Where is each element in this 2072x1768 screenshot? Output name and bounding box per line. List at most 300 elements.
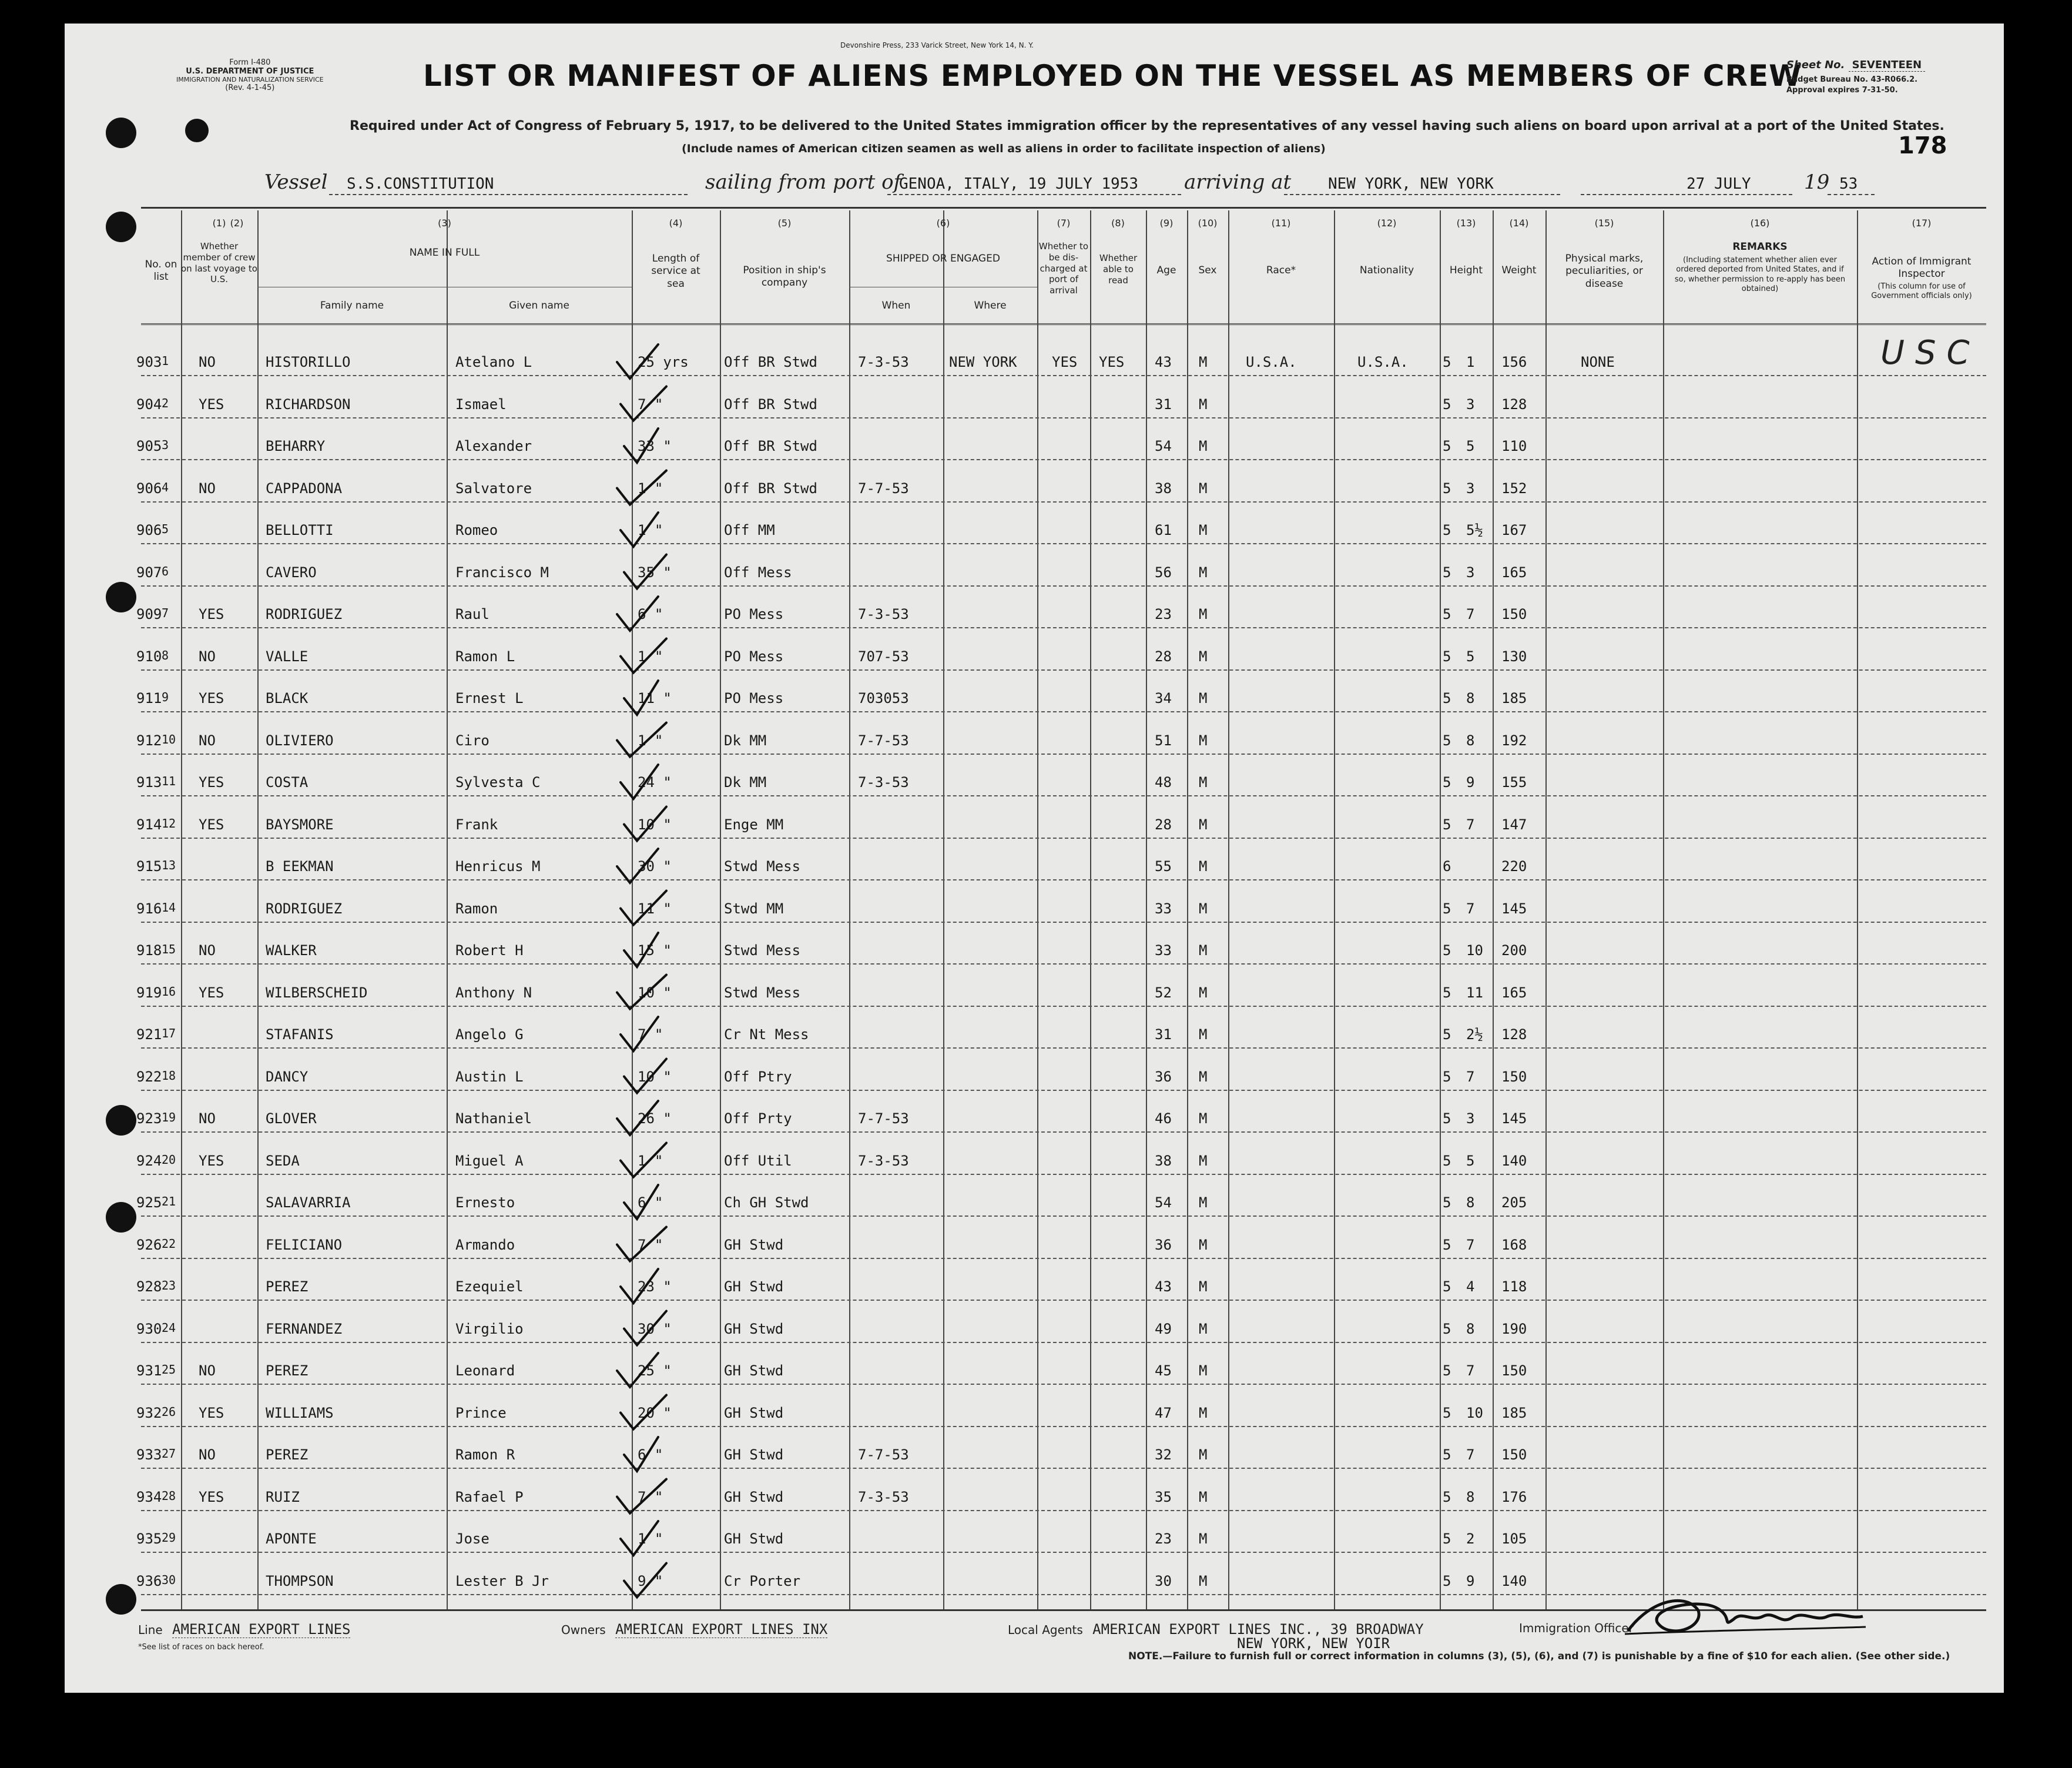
weight: 185 xyxy=(1501,690,1527,706)
sheet-number: Sheet No. SEVENTEEN xyxy=(1786,59,1925,71)
service-length: 30 " xyxy=(638,1320,672,1337)
row-number: 931 xyxy=(136,1362,162,1379)
height-feet: 5 xyxy=(1443,816,1451,833)
arrival-date: 27 JULY xyxy=(1687,175,1751,193)
age: 54 xyxy=(1155,1194,1172,1211)
page-title: LIST OR MANIFEST OF ALIENS EMPLOYED ON THE VESSEL AS MEMBERS OF CREW xyxy=(423,59,1802,93)
weight: 128 xyxy=(1501,396,1527,413)
height-inches: 7 xyxy=(1466,816,1475,833)
position: Off Ptry xyxy=(724,1068,792,1085)
position: GH Stwd xyxy=(724,1236,784,1253)
family-name: SEDA xyxy=(266,1152,300,1169)
check-mark xyxy=(621,1395,666,1429)
shipped-when: 7-3-53 xyxy=(858,1488,909,1505)
crew-status: YES xyxy=(199,816,224,833)
crew-status: NO xyxy=(199,732,216,749)
check-mark xyxy=(621,765,658,799)
line-number: 30 xyxy=(162,1572,176,1587)
col-number: (7) xyxy=(1057,217,1071,229)
given-name: Armando xyxy=(455,1236,515,1253)
height-feet: 5 xyxy=(1443,1278,1451,1295)
service-length: 25 yrs xyxy=(638,354,689,370)
header-age: Age xyxy=(1156,264,1176,276)
given-name: Ernest L xyxy=(455,690,524,706)
footer-agents-city: NEW YORK, NEW YOIR xyxy=(1237,1635,1390,1652)
position: GH Stwd xyxy=(724,1362,784,1379)
given-name: Ramon xyxy=(455,900,498,917)
weight: 205 xyxy=(1501,1194,1527,1211)
service-length: 7 " xyxy=(638,1488,663,1505)
col-number: (15) xyxy=(1594,217,1614,229)
row-number: 926 xyxy=(136,1236,162,1253)
position: GH Stwd xyxy=(724,1320,784,1337)
sex: M xyxy=(1199,1320,1208,1337)
check-mark xyxy=(621,387,666,421)
height-inches: 2 xyxy=(1466,1531,1475,1547)
height-inches: 5 xyxy=(1466,1152,1475,1169)
row-number: 925 xyxy=(136,1194,162,1211)
row-number: 932 xyxy=(136,1404,162,1421)
age: 61 xyxy=(1155,522,1172,538)
family-name: BLACK xyxy=(266,690,309,706)
height-feet: 5 xyxy=(1443,1152,1451,1169)
notice: Required under Act of Congress of February 5, 1917, to be delivered to the United States immigration officer by the representatives of any vessel having such aliens on board upon arrival at a port of the United States. xyxy=(350,119,1944,133)
row-number: 922 xyxy=(136,1068,162,1085)
age: 34 xyxy=(1155,690,1172,706)
age: 31 xyxy=(1155,1026,1172,1043)
line-number: 21 xyxy=(162,1194,176,1208)
manifest-sheet xyxy=(65,24,2004,1693)
line-number: 28 xyxy=(162,1488,176,1503)
given-name: Atelano L xyxy=(455,354,532,370)
service-length: 20 " xyxy=(638,1404,672,1421)
col-number: (6) xyxy=(936,217,950,229)
page-number: 178 xyxy=(1898,132,1947,159)
check-mark xyxy=(621,513,658,547)
check-mark xyxy=(617,1227,666,1261)
family-name: PEREZ xyxy=(266,1362,309,1379)
shipped-when: 7-7-53 xyxy=(858,480,909,497)
sex: M xyxy=(1199,1236,1208,1253)
line-number: 20 xyxy=(162,1152,176,1167)
sex: M xyxy=(1199,1404,1208,1421)
age: 51 xyxy=(1155,732,1172,749)
check-mark xyxy=(621,1521,658,1555)
weight: 110 xyxy=(1501,438,1527,454)
check-mark xyxy=(624,1059,666,1093)
service-length: 7 " xyxy=(638,1236,663,1253)
height-feet: 5 xyxy=(1443,564,1451,581)
position: Enge MM xyxy=(724,816,784,833)
header-service: Length of service at sea xyxy=(651,253,700,290)
sex: M xyxy=(1199,438,1208,454)
given-name: Salvatore xyxy=(455,480,532,497)
height-inches: 4 xyxy=(1466,1278,1475,1295)
height-inches: 9 xyxy=(1466,774,1475,791)
col-number: (11) xyxy=(1271,217,1291,229)
crew-status: NO xyxy=(199,1446,216,1463)
height-inches: 7 xyxy=(1466,1068,1475,1085)
height-inches: 8 xyxy=(1466,732,1475,749)
header-discharged: Whether to be dis-charged at port of arrival xyxy=(1038,241,1089,296)
age: 28 xyxy=(1155,816,1172,833)
footer-owners: Owners AMERICAN EXPORT LINES INX xyxy=(561,1621,828,1638)
family-name: RODRIGUEZ xyxy=(266,606,343,622)
given-name: Lester B Jr xyxy=(455,1572,549,1589)
age: 23 xyxy=(1155,1531,1172,1547)
row-number: 903 xyxy=(136,354,162,370)
position: PO Mess xyxy=(724,690,784,706)
position: PO Mess xyxy=(724,606,784,622)
height-feet: 5 xyxy=(1443,522,1451,538)
age: 52 xyxy=(1155,984,1172,1001)
line-number: 6 xyxy=(162,564,169,578)
height-inches: 3 xyxy=(1466,1110,1475,1127)
age: 45 xyxy=(1155,1362,1172,1379)
sex: M xyxy=(1199,1531,1208,1547)
row-number: 923 xyxy=(136,1110,162,1127)
col-number: (10) xyxy=(1198,217,1218,229)
line-number: 1 xyxy=(162,354,169,368)
family-name: FELICIANO xyxy=(266,1236,343,1253)
line-number: 7 xyxy=(162,606,169,620)
shipped-when: 7-3-53 xyxy=(858,354,909,370)
physical-marks: NONE xyxy=(1581,354,1615,370)
check-mark xyxy=(621,1143,666,1177)
check-mark xyxy=(624,1185,658,1219)
service-length: 35 " xyxy=(638,564,672,581)
col-number: (14) xyxy=(1509,217,1529,229)
line-number: 29 xyxy=(162,1531,176,1545)
sex: M xyxy=(1199,1446,1208,1463)
header-read: Whether able to read xyxy=(1099,253,1138,286)
line-number: 17 xyxy=(162,1026,176,1040)
row-number: 936 xyxy=(136,1572,162,1589)
age: 30 xyxy=(1155,1572,1172,1589)
sex: M xyxy=(1199,816,1208,833)
discharged: YES xyxy=(1052,354,1078,370)
race: U.S.A. xyxy=(1246,354,1297,370)
header-weight: Weight xyxy=(1501,264,1537,276)
shipped-when: 7-7-53 xyxy=(858,1446,909,1463)
sex: M xyxy=(1199,1278,1208,1295)
height-feet: 5 xyxy=(1443,396,1451,413)
height-feet: 5 xyxy=(1443,732,1451,749)
header-no: No. on list xyxy=(145,259,177,283)
height-inches: 3 xyxy=(1466,480,1475,497)
height-feet: 5 xyxy=(1443,1194,1451,1211)
service-length: 33 " xyxy=(638,438,672,454)
family-name: GLOVER xyxy=(266,1110,317,1127)
height-inches: 7 xyxy=(1466,1446,1475,1463)
vessel-label: Vessel xyxy=(264,170,328,194)
crew-status: NO xyxy=(199,942,216,959)
line-number: 15 xyxy=(162,942,176,956)
position: Cr Porter xyxy=(724,1572,801,1589)
line-number: 5 xyxy=(162,522,169,536)
row-number: 906 xyxy=(136,480,162,497)
age: 32 xyxy=(1155,1446,1172,1463)
col-number: (3) xyxy=(438,217,451,229)
age: 31 xyxy=(1155,396,1172,413)
position: Off Prty xyxy=(724,1110,792,1127)
position: GH Stwd xyxy=(724,1531,784,1547)
crew-status: YES xyxy=(199,690,224,706)
given-name: Ramon R xyxy=(455,1446,515,1463)
sex: M xyxy=(1199,732,1208,749)
to-port: NEW YORK, NEW YORK xyxy=(1328,175,1494,193)
shipped-when: 7-3-53 xyxy=(858,774,909,791)
line-number: 8 xyxy=(162,648,169,662)
header-race: Race* xyxy=(1266,264,1296,276)
line-number: 3 xyxy=(162,438,169,452)
col-number: (8) xyxy=(1111,217,1125,229)
weight: 167 xyxy=(1501,522,1527,538)
age: 43 xyxy=(1155,354,1172,370)
height-inches: 1 xyxy=(1466,354,1475,370)
given-name: Anthony N xyxy=(455,984,532,1001)
crew-status: YES xyxy=(199,606,224,622)
given-name: Ramon L xyxy=(455,648,515,665)
row-number: 905 xyxy=(136,438,162,454)
family-name: OLIVIERO xyxy=(266,732,334,749)
height-inches: 11 xyxy=(1466,984,1483,1001)
able-to-read: YES xyxy=(1099,354,1125,370)
line-number: 2 xyxy=(162,396,169,410)
sex: M xyxy=(1199,564,1208,581)
service-length: 10 " xyxy=(638,984,672,1001)
weight: 156 xyxy=(1501,354,1527,370)
family-name: STAFANIS xyxy=(266,1026,334,1043)
given-name: Francisco M xyxy=(455,564,549,581)
row-number: 930 xyxy=(136,1320,162,1337)
crew-status: NO xyxy=(199,648,216,665)
weight: 152 xyxy=(1501,480,1527,497)
height-feet: 5 xyxy=(1443,1488,1451,1505)
header-remarks-note: (Including statement whether alien ever ordered deported from United States, and if so, whether permission to re-apply has been obtained) xyxy=(1674,256,1846,293)
shipped-where: NEW YORK xyxy=(949,354,1017,370)
position: Off BR Stwd xyxy=(724,396,817,413)
position: Off BR Stwd xyxy=(724,354,817,370)
sex: M xyxy=(1199,1068,1208,1085)
height-feet: 5 xyxy=(1443,984,1451,1001)
height-inches: 2½ xyxy=(1466,1026,1483,1043)
races-note: *See list of races on back hereof. xyxy=(138,1643,264,1652)
sex: M xyxy=(1199,396,1208,413)
crew-status: YES xyxy=(199,1404,224,1421)
check-mark xyxy=(624,1563,666,1598)
check-mark xyxy=(624,555,666,589)
service-length: 11 " xyxy=(638,900,672,917)
crew-status: NO xyxy=(199,1362,216,1379)
sex: M xyxy=(1199,690,1208,706)
height-inches: 8 xyxy=(1466,1320,1475,1337)
height-feet: 5 xyxy=(1443,606,1451,622)
line-number: 4 xyxy=(162,480,169,494)
family-name: HISTORILLO xyxy=(266,354,351,370)
line-number: 10 xyxy=(162,732,176,746)
line-number: 16 xyxy=(162,984,176,999)
height-feet: 6 xyxy=(1443,858,1451,875)
height-feet: 5 xyxy=(1443,438,1451,454)
header-crew: Whether member of crew on last voyage to U.S. xyxy=(181,241,257,285)
age: 43 xyxy=(1155,1278,1172,1295)
crew-status: YES xyxy=(199,774,224,791)
check-mark xyxy=(617,344,658,379)
service-length: 23 " xyxy=(638,1278,672,1295)
service-length: 9 " xyxy=(638,1572,663,1589)
check-mark xyxy=(617,723,666,757)
height-feet: 5 xyxy=(1443,354,1451,370)
service-length: 11 " xyxy=(638,690,672,706)
family-name: PEREZ xyxy=(266,1278,309,1295)
weight: 150 xyxy=(1501,1362,1527,1379)
row-number: 921 xyxy=(136,1026,162,1043)
header-where: Where xyxy=(974,300,1007,312)
shipped-when: 7-3-53 xyxy=(858,1152,909,1169)
service-length: 1 " xyxy=(638,522,663,538)
check-mark xyxy=(621,1269,658,1303)
given-name: Angelo G xyxy=(455,1026,524,1043)
service-length: 6 " xyxy=(638,1446,663,1463)
weight: 168 xyxy=(1501,1236,1527,1253)
height-inches: 5 xyxy=(1466,438,1475,454)
family-name: RICHARDSON xyxy=(266,396,351,413)
given-name: Leonard xyxy=(455,1362,515,1379)
footer-line: Line AMERICAN EXPORT LINES xyxy=(138,1621,351,1638)
header-shipped: SHIPPED OR ENGAGED xyxy=(886,253,1000,264)
family-name: B EEKMAN xyxy=(266,858,334,875)
height-feet: 5 xyxy=(1443,1026,1451,1043)
row-number: 915 xyxy=(136,858,162,875)
height-inches: 9 xyxy=(1466,1572,1475,1589)
height-feet: 5 xyxy=(1443,1572,1451,1589)
service-length: 1 " xyxy=(638,1531,663,1547)
shipped-when: 7-7-53 xyxy=(858,1110,909,1127)
line-number: 24 xyxy=(162,1320,176,1335)
height-inches: 8 xyxy=(1466,1488,1475,1505)
line-number: 18 xyxy=(162,1068,176,1083)
header-action-note: (This column for use of Government officials only) xyxy=(1871,282,1972,301)
position: GH Stwd xyxy=(724,1446,784,1463)
check-mark xyxy=(617,597,658,631)
service-length: 6 " xyxy=(638,1194,663,1211)
col-number: (4) xyxy=(669,217,683,229)
age: 56 xyxy=(1155,564,1172,581)
position: Off BR Stwd xyxy=(724,480,817,497)
position: Off Mess xyxy=(724,564,792,581)
family-name: SALAVARRIA xyxy=(266,1194,351,1211)
family-name: CAVERO xyxy=(266,564,317,581)
given-name: Ismael xyxy=(455,396,507,413)
check-mark xyxy=(621,639,666,673)
row-number: 935 xyxy=(136,1531,162,1547)
height-feet: 5 xyxy=(1443,1531,1451,1547)
given-name: Ezequiel xyxy=(455,1278,524,1295)
position: GH Stwd xyxy=(724,1278,784,1295)
sex: M xyxy=(1199,1110,1208,1127)
weight: 128 xyxy=(1501,1026,1527,1043)
header-height: Height xyxy=(1449,264,1483,276)
family-name: DANCY xyxy=(266,1068,309,1085)
header-sex: Sex xyxy=(1198,264,1217,276)
weight: 130 xyxy=(1501,648,1527,665)
header-position: Position in ship's company xyxy=(743,264,826,289)
height-feet: 5 xyxy=(1443,1068,1451,1085)
line-number: 22 xyxy=(162,1236,176,1251)
height-feet: 5 xyxy=(1443,1320,1451,1337)
row-number: 912 xyxy=(136,732,162,749)
check-mark xyxy=(621,1017,658,1051)
col-number: (5) xyxy=(777,217,792,229)
check-mark xyxy=(624,807,666,841)
budget-info: Budget Bureau No. 43-R066.2. xyxy=(1786,75,1918,84)
service-length: 7 " xyxy=(638,1026,663,1043)
age: 38 xyxy=(1155,1152,1172,1169)
col-number: (1) xyxy=(212,217,226,229)
header-given: Given name xyxy=(509,300,569,312)
age: 47 xyxy=(1155,1404,1172,1421)
form-info: Form I-480 U.S. DEPARTMENT OF JUSTICE IMMIGRATION AND NATURALIZATION SERVICE (Rev. 4-1-45) xyxy=(176,58,324,92)
position: Off Util xyxy=(724,1152,792,1169)
height-inches: 7 xyxy=(1466,900,1475,917)
height-feet: 5 xyxy=(1443,1110,1451,1127)
sex: M xyxy=(1199,522,1208,538)
shipped-when: 703053 xyxy=(858,690,909,706)
weight: 155 xyxy=(1501,774,1527,791)
line-number: 27 xyxy=(162,1446,176,1461)
row-number: 933 xyxy=(136,1446,162,1463)
header-nationality: Nationality xyxy=(1359,264,1414,276)
row-number: 910 xyxy=(136,648,162,665)
row-number: 916 xyxy=(136,900,162,917)
line-number: 11 xyxy=(162,774,176,788)
family-name: RUIZ xyxy=(266,1488,300,1505)
position: Stwd Mess xyxy=(724,942,801,959)
printer-imprint: Devonshire Press, 233 Varick Street, New York 14, N. Y. xyxy=(840,41,1034,49)
row-number: 914 xyxy=(136,816,162,833)
row-number: 906 xyxy=(136,522,162,538)
shipped-when: 707-53 xyxy=(858,648,909,665)
given-name: Rafael P xyxy=(455,1488,524,1505)
sex: M xyxy=(1199,858,1208,875)
col-number: (2) xyxy=(230,217,244,229)
crew-status: YES xyxy=(199,396,224,413)
crew-status: YES xyxy=(199,1488,224,1505)
height-feet: 5 xyxy=(1443,942,1451,959)
family-name: BELLOTTI xyxy=(266,522,334,538)
header-when: When xyxy=(881,300,911,312)
sex: M xyxy=(1199,1488,1208,1505)
weight: 150 xyxy=(1501,606,1527,622)
weight: 150 xyxy=(1501,1068,1527,1085)
height-feet: 5 xyxy=(1443,774,1451,791)
height-feet: 5 xyxy=(1443,1404,1451,1421)
height-inches: 3 xyxy=(1466,564,1475,581)
height-feet: 5 xyxy=(1443,648,1451,665)
position: Ch GH Stwd xyxy=(724,1194,809,1211)
crew-status: YES xyxy=(199,984,224,1001)
check-mark xyxy=(624,681,658,715)
line-number: 9 xyxy=(162,690,169,704)
position: PO Mess xyxy=(724,648,784,665)
weight: 145 xyxy=(1501,1110,1527,1127)
service-length: 1 " xyxy=(638,480,663,497)
service-length: 15 " xyxy=(638,942,672,959)
sex: M xyxy=(1199,480,1208,497)
given-name: Prince xyxy=(455,1404,507,1421)
position: GH Stwd xyxy=(724,1488,784,1505)
